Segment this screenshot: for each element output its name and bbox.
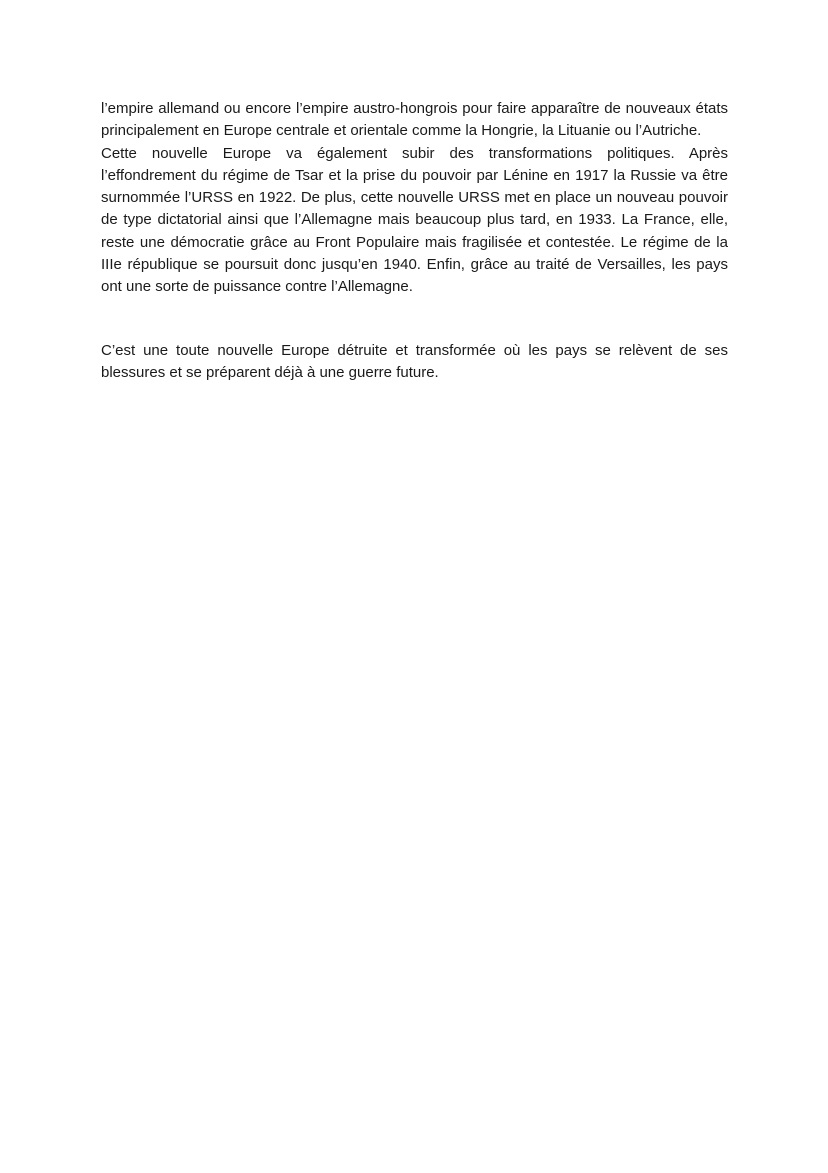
paragraph-conclusion: C’est une toute nouvelle Europe détruite et transformée où les pays se relèvent de ses blessures et se préparent déjà à une guerre future. (101, 342, 728, 382)
body-text-section (101, 98, 728, 299)
conclusion-section (101, 340, 728, 385)
paragraph-new-states: l’empire allemand ou encore l’empire austro-hongrois pour faire apparaître de nouveaux états principalement en Europe centrale et orientale comme la Hongrie, la Lituanie ou l’Autriche. (101, 100, 728, 140)
paragraph-political-transformations: Cette nouvelle Europe va également subir des transformations politiques. Après l’effondrement du régime de Tsar et la prise du pouvoir par Lénine en 1917 la Russie va être surnommée l’URSS en 1922. De plus, cette nouvelle URSS met en place un nouveau pouvoir de type dictatorial ainsi que l’Allemagne mais beaucoup plus tard, en 1933. La France, elle, reste une démocratie grâce au Front Populaire mais fragilisée et contestée. Le régime de la IIIe république se poursuit donc jusqu’en 1940. Enfin, grâce au traité de Versailles, les pays ont une sorte de puissance contre l’Allemagne. (101, 144, 728, 296)
